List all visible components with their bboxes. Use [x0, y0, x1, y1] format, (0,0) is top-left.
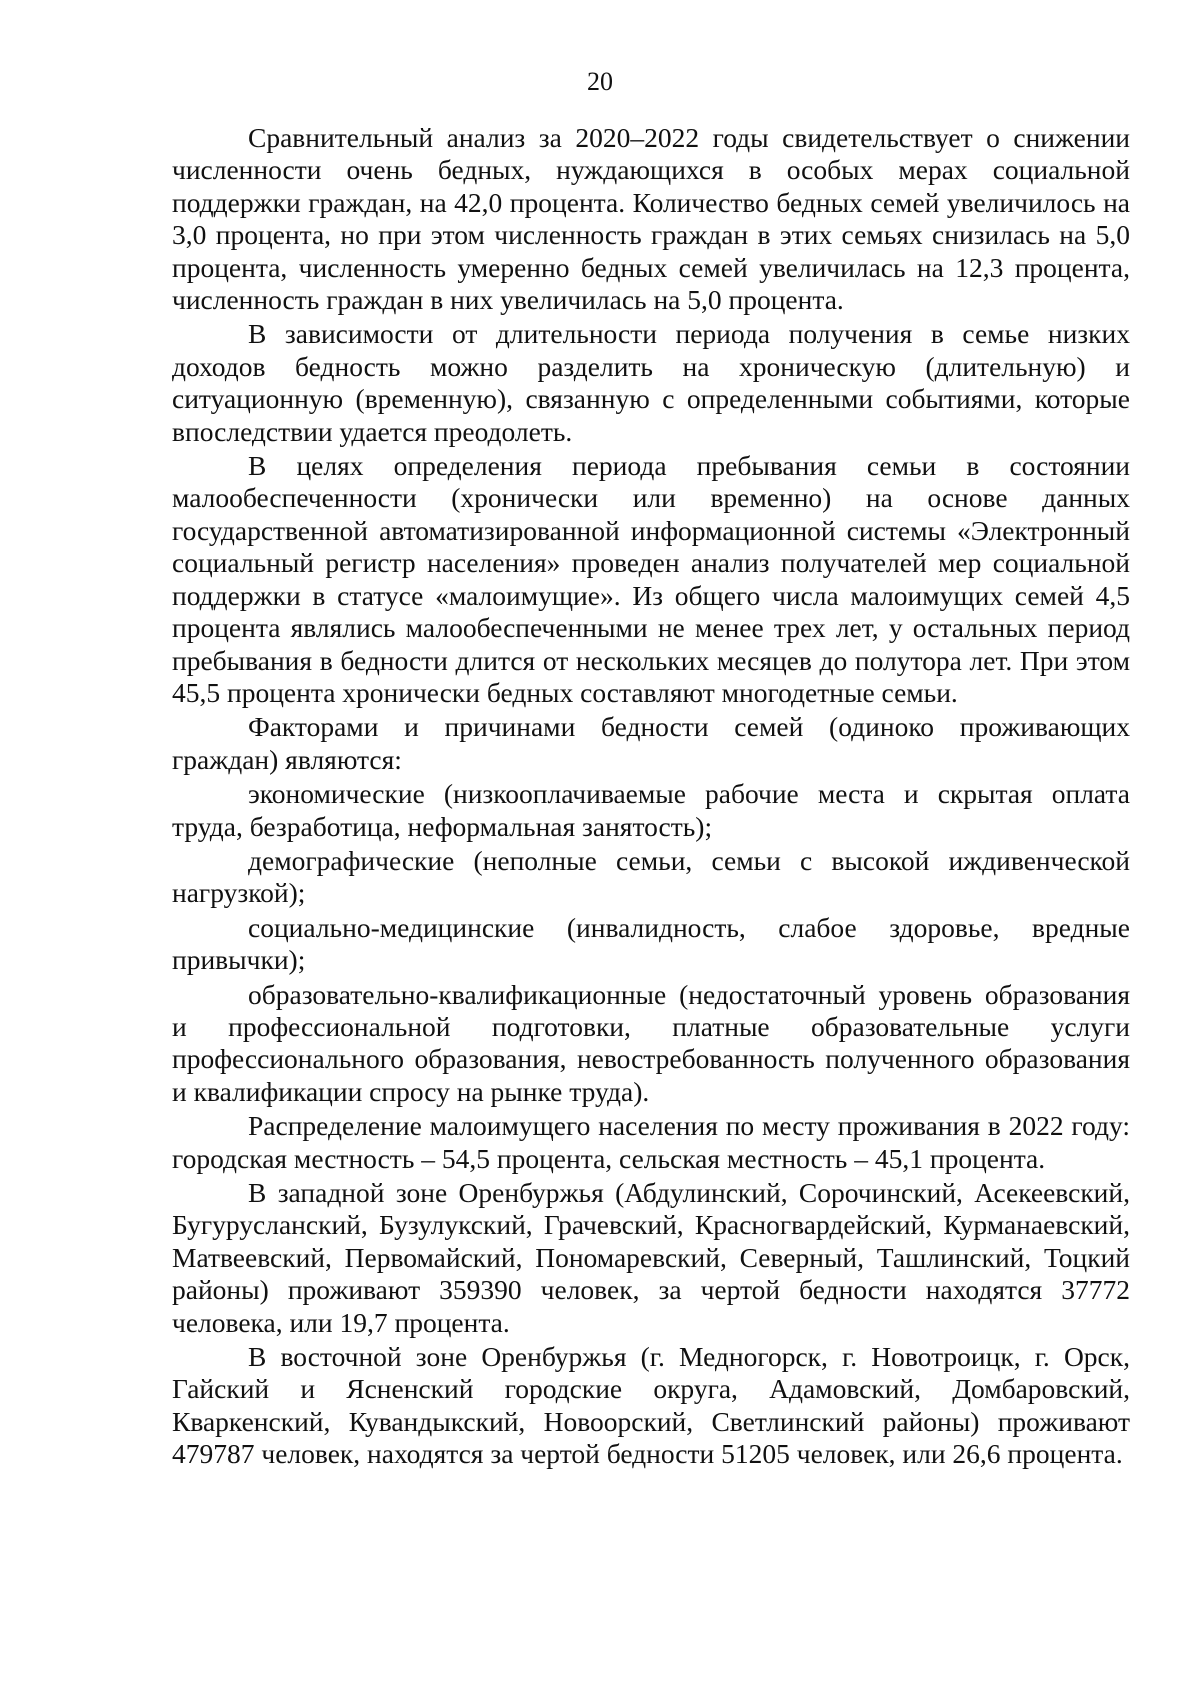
- paragraph-western-zone: В западной зоне Оренбуржья (Абдулинский, Сорочинский, Асекеевский, Бугурусланский, Бузулукский, Грачевский, Красногвардейский, Курманаевский, Матвеевский, Первомайский, Пономаревский, Северный, Ташлинский, Тоцкий районы) проживают 359390 человек, за чертой бедности находятся 37772 человека, или 19,7 процента.: [172, 1177, 1130, 1338]
- paragraph-registry-analysis: В целях определения периода пребывания семьи в состоянии малообеспеченности (хронически или временно) на основе данных государственной автоматизированной информационной системы «Электронный социальный регистр населения» проведен анализ получателей мер социальной поддержки в статусе «малоимущие». Из общего числа малоимущих семей 4,5 процента являлись малообеспеченными не менее трех лет, у остальных период пребывания в бедности длится от нескольких месяцев до полутора лет. При этом 45,5 процента хронически бедных составляют многодетные семьи.: [172, 450, 1130, 708]
- list-item-economic-factors: экономические (низкооплачиваемые рабочие места и скрытая оплата труда, безработица, неформальная занятость);: [172, 778, 1130, 842]
- paragraph-eastern-zone: В восточной зоне Оренбуржья (г. Медногорск, г. Новотроицк, г. Орск, Гайский и Ясненский городские округа, Адамовский, Домбаровский, Кваркенский, Кувандыкский, Новоорский, Светлинский районы) проживают 479787 человек, находятся за чертой бедности 51205 человек, или 26,6 процента.: [172, 1341, 1130, 1470]
- document-body: [172, 122, 1130, 1473]
- list-item-social-medical-factors: социально-медицинские (инвалидность, слабое здоровье, вредные привычки);: [172, 911, 1130, 976]
- paragraph-poverty-factors-intro: Факторами и причинами бедности семей (одиноко проживающих граждан) являются:: [172, 711, 1130, 775]
- paragraph-poverty-duration: В зависимости от длительности периода получения в семье низких доходов бедность можно разделить на хроническую (длительную) и ситуационную (временную), связанную с определенными событиями, которые впоследствии удается преодолеть.: [172, 318, 1130, 447]
- paragraph-comparative-analysis: Сравнительный анализ за 2020–2022 годы свидетельствует о снижении численности очень бедных, нуждающихся в особых мерах социальной поддержки граждан, на 42,0 процента. Количество бедных семей увеличилось на 3,0 процента, но при этом численность граждан в этих семьях снизилась на 5,0 процента, численность умеренно бедных семей увеличилась на 12,3 процента, численность граждан в них увеличилась на 5,0 процента.: [172, 122, 1130, 316]
- list-item-educational-factors: образовательно-квалификационные (недостаточный уровень образования и профессиональной подготовки, платные образовательные услуги профессионального образования, невостребованность полученного образования и квалификации спросу на рынке труда).: [172, 978, 1130, 1107]
- paragraph-residence-distribution: Распределение малоимущего населения по месту проживания в 2022 году: городская местность – 54,5 процента, сельская местность – 45,1 процента.: [172, 1110, 1130, 1174]
- page-number: 20: [587, 67, 613, 96]
- list-item-demographic-factors: демографические (неполные семьи, семьи с высокой иждивенческой нагрузкой);: [172, 844, 1130, 909]
